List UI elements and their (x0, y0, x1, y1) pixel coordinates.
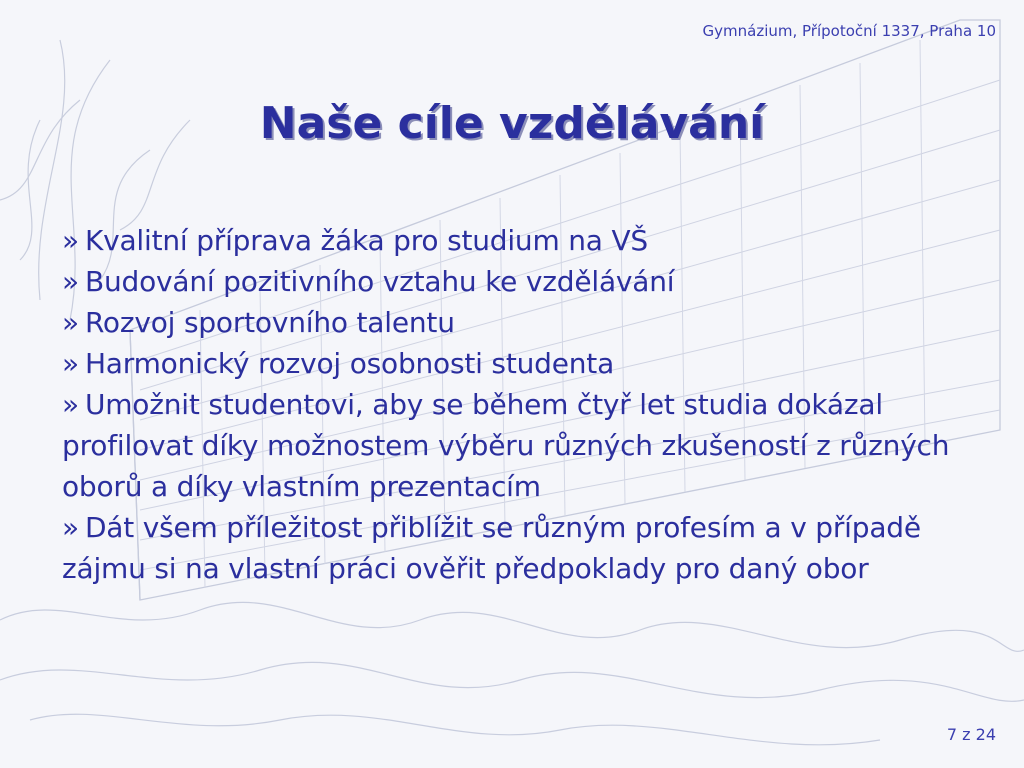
bullet-marker: » (62, 306, 79, 339)
goal-text: Umožnit studentovi, aby se během čtyř let studia dokázal profilovat díky možnostem výběru různých zkušeností z různých oborů a díky vlastním prezentacím (62, 388, 950, 503)
slide-title: Naše cíle vzdělávání (259, 98, 765, 149)
bullet-marker: » (62, 388, 79, 421)
goal-item (62, 261, 1007, 302)
goal-text: Harmonický rozvoj osobnosti studenta (84, 347, 615, 380)
bullet-marker: » (62, 347, 79, 380)
goal-item (62, 343, 1007, 384)
bullet-marker: » (62, 224, 79, 257)
goal-item (62, 384, 1007, 507)
goals-list (62, 220, 1007, 589)
goal-text: Dát všem příležitost přiblížit se různým profesím a v případě zájmu si na vlastní práci ověřit předpoklady pro daný obor (62, 511, 921, 585)
goal-text: Rozvoj sportovního talentu (84, 306, 455, 339)
school-address: Gymnázium, Přípotoční 1337, Praha 10 (702, 22, 996, 40)
bullet-marker: » (62, 511, 79, 544)
goal-item (62, 507, 1007, 589)
page-number: 7 z 24 (946, 725, 996, 744)
goal-item (62, 220, 1007, 261)
bullet-marker: » (62, 265, 79, 298)
goal-item (62, 302, 1007, 343)
goal-text: Budování pozitivního vztahu ke vzdělávání (84, 265, 675, 298)
goal-text: Kvalitní příprava žáka pro studium na VŠ (84, 224, 648, 257)
